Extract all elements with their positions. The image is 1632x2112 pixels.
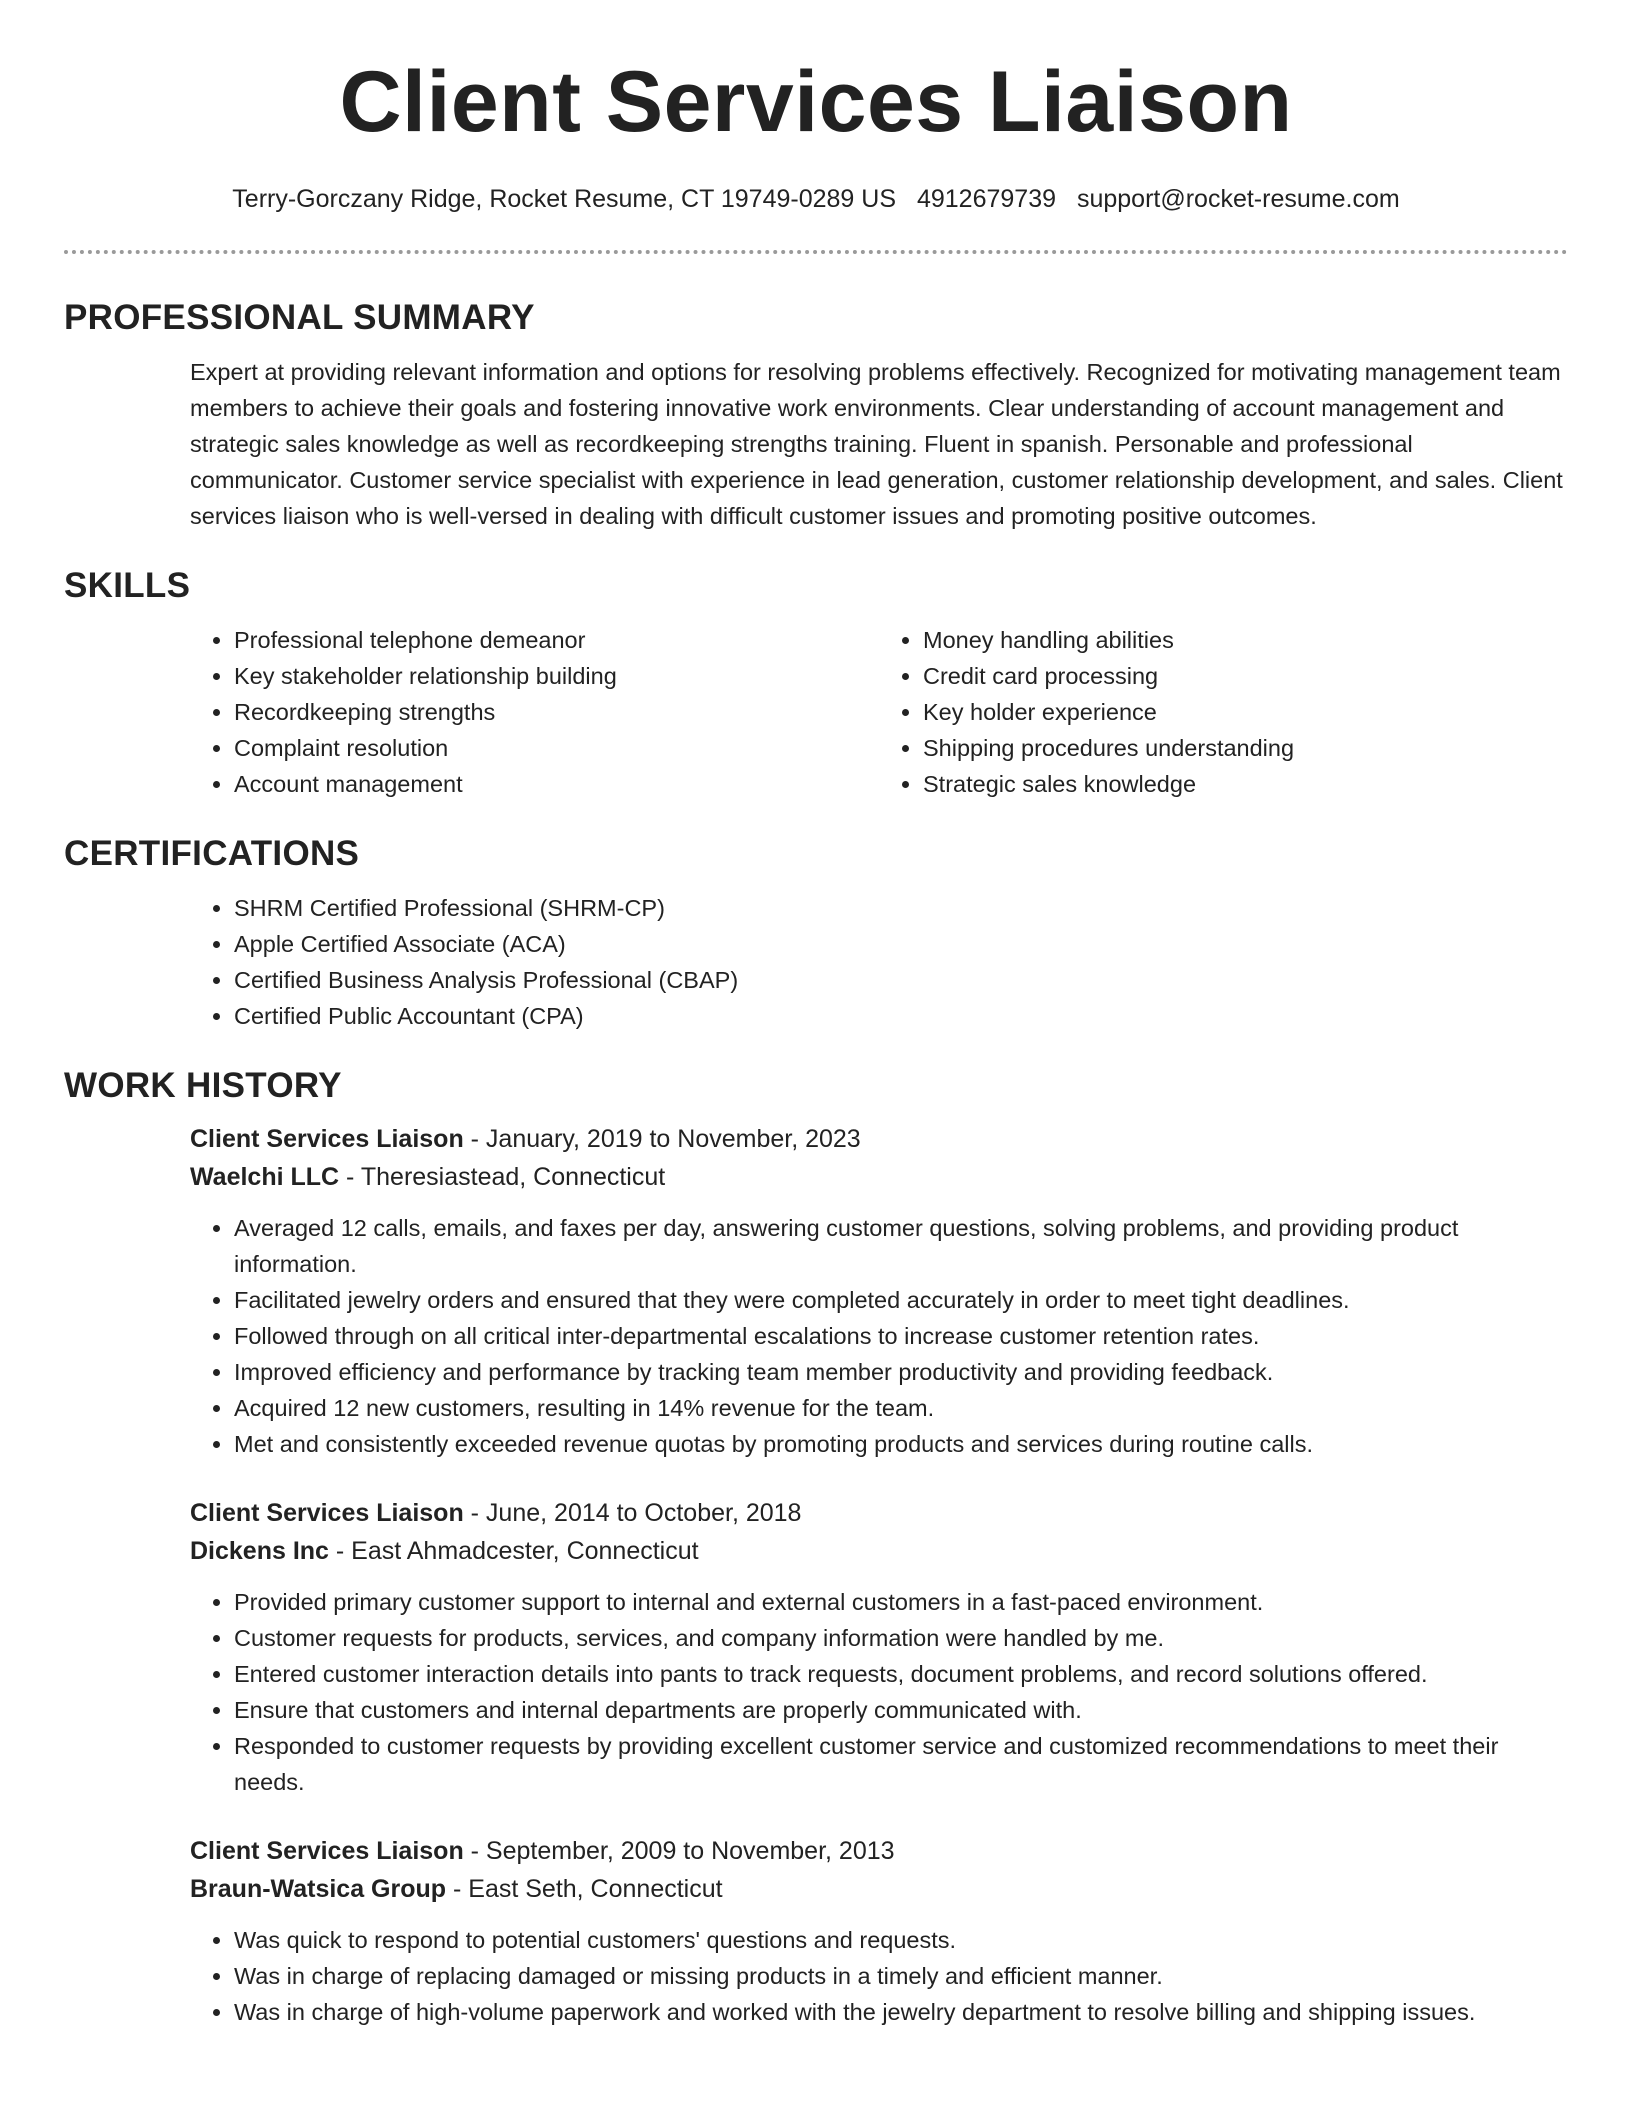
job-duty: • Improved efficiency and performance by tracking team member productivity and providing feedback.	[234, 1354, 1568, 1390]
contact-phone: 4912679739	[916, 185, 1057, 213]
job-role-line	[190, 1494, 1568, 1532]
job-duty: • Facilitated jewelry orders and ensured that they were completed accurately in order to meet tight deadlines.	[234, 1282, 1568, 1318]
job-dates: - January, 2019 to November, 2023	[463, 1125, 861, 1153]
job-company: Dickens Inc	[190, 1537, 329, 1565]
job-duty: • Was in charge of replacing damaged or missing products in a timely and efficient manner.	[234, 1958, 1568, 1994]
certifications-list	[190, 890, 1568, 1034]
skills-section	[64, 564, 1568, 802]
job-role-line	[190, 1832, 1568, 1870]
job-role: Client Services Liaison	[190, 1837, 464, 1865]
contact-email: support@rocket-resume.com	[1076, 185, 1400, 213]
skill-item: • Shipping procedures understanding	[923, 730, 1568, 766]
job-role: Client Services Liaison	[190, 1125, 464, 1153]
job-company-line	[190, 1870, 1568, 1908]
job-duty: • Averaged 12 calls, emails, and faxes per day, answering customer questions, solving problems, and providing product information.	[234, 1210, 1568, 1282]
certifications-title: CERTIFICATIONS	[64, 834, 360, 873]
job-duties-list	[190, 1210, 1568, 1462]
resume-name: Client Services Liaison	[339, 54, 1293, 150]
job-duty: • Entered customer interaction details into pants to track requests, document problems, and record solutions offered.	[234, 1656, 1568, 1692]
job-company-line	[190, 1532, 1568, 1570]
header-divider	[64, 250, 1568, 254]
certification-item: • Apple Certified Associate (ACA)	[234, 926, 1568, 962]
job-company: Waelchi LLC	[190, 1163, 340, 1191]
job-location: - Theresiastead, Connecticut	[339, 1163, 666, 1191]
job-duties-list	[190, 1922, 1568, 2030]
job-entry	[190, 1120, 1568, 1462]
summary-title: PROFESSIONAL SUMMARY	[64, 298, 535, 337]
certifications-section	[64, 832, 1568, 1034]
skill-item: • Strategic sales knowledge	[923, 766, 1568, 802]
certification-item: • Certified Public Accountant (CPA)	[234, 998, 1568, 1034]
contact-line	[64, 182, 1568, 216]
job-duty: • Was quick to respond to potential customers' questions and requests.	[234, 1922, 1568, 1958]
job-duty: • Provided primary customer support to internal and external customers in a fast-paced environment.	[234, 1584, 1568, 1620]
job-entry	[190, 1494, 1568, 1800]
job-company-line	[190, 1158, 1568, 1196]
skill-item: • Money handling abilities	[923, 622, 1568, 658]
job-duty: • Ensure that customers and internal departments are properly communicated with.	[234, 1692, 1568, 1728]
job-location: - East Seth, Connecticut	[446, 1875, 723, 1903]
job-dates: - September, 2009 to November, 2013	[463, 1837, 895, 1865]
skills-grid	[190, 622, 1568, 802]
skill-item: • Professional telephone demeanor	[234, 622, 879, 658]
job-duty: • Met and consistently exceeded revenue quotas by promoting products and services during routine calls.	[234, 1426, 1568, 1462]
summary-text: Expert at providing relevant information and options for resolving problems effectively. Recognized for motivating management team members to achieve their goals and fostering innovative work environments. Clear understanding of account management and strategic sales knowledge as well as recordkeeping strengths training. Fluent in spanish. Personable and professional communicator. Customer service specialist with experience in lead generation, customer relationship development, and sales. Client services liaison who is well-versed in dealing with difficult customer issues and promoting positive outcomes.	[190, 359, 1563, 529]
skill-item: • Key holder experience	[923, 694, 1568, 730]
skill-item: • Complaint resolution	[234, 730, 879, 766]
skills-title: SKILLS	[64, 566, 191, 605]
job-duty: • Was in charge of high-volume paperwork and worked with the jewelry department to resolve billing and shipping issues.	[234, 1994, 1568, 2030]
job-duty: • Customer requests for products, services, and company information were handled by me.	[234, 1620, 1568, 1656]
certification-item: • SHRM Certified Professional (SHRM-CP)	[234, 890, 1568, 926]
job-role-line	[190, 1120, 1568, 1158]
skills-left-list	[190, 622, 879, 802]
job-duty: • Acquired 12 new customers, resulting in 14% revenue for the team.	[234, 1390, 1568, 1426]
work-history-title: WORK HISTORY	[64, 1066, 342, 1105]
skill-item: • Credit card processing	[923, 658, 1568, 694]
skill-item: • Key stakeholder relationship building	[234, 658, 879, 694]
certification-item: • Certified Business Analysis Professional (CBAP)	[234, 962, 1568, 998]
job-company: Braun-Watsica Group	[190, 1875, 447, 1903]
skill-item: • Account management	[234, 766, 879, 802]
job-duties-list	[190, 1584, 1568, 1800]
job-location: - East Ahmadcester, Connecticut	[328, 1537, 699, 1565]
work-history-section	[64, 1064, 1568, 2030]
job-duty: • Responded to customer requests by providing excellent customer service and customized recommendations to meet their needs.	[234, 1728, 1568, 1800]
skills-right-list	[879, 622, 1568, 802]
skill-item: • Recordkeeping strengths	[234, 694, 879, 730]
job-role: Client Services Liaison	[190, 1499, 464, 1527]
job-entry	[190, 1832, 1568, 2030]
job-dates: - June, 2014 to October, 2018	[463, 1499, 802, 1527]
summary-section	[64, 296, 1568, 534]
contact-address: Terry-Gorczany Ridge, Rocket Resume, CT 19749-0289 US	[232, 185, 897, 213]
job-duty: • Followed through on all critical inter-departmental escalations to increase customer retention rates.	[234, 1318, 1568, 1354]
